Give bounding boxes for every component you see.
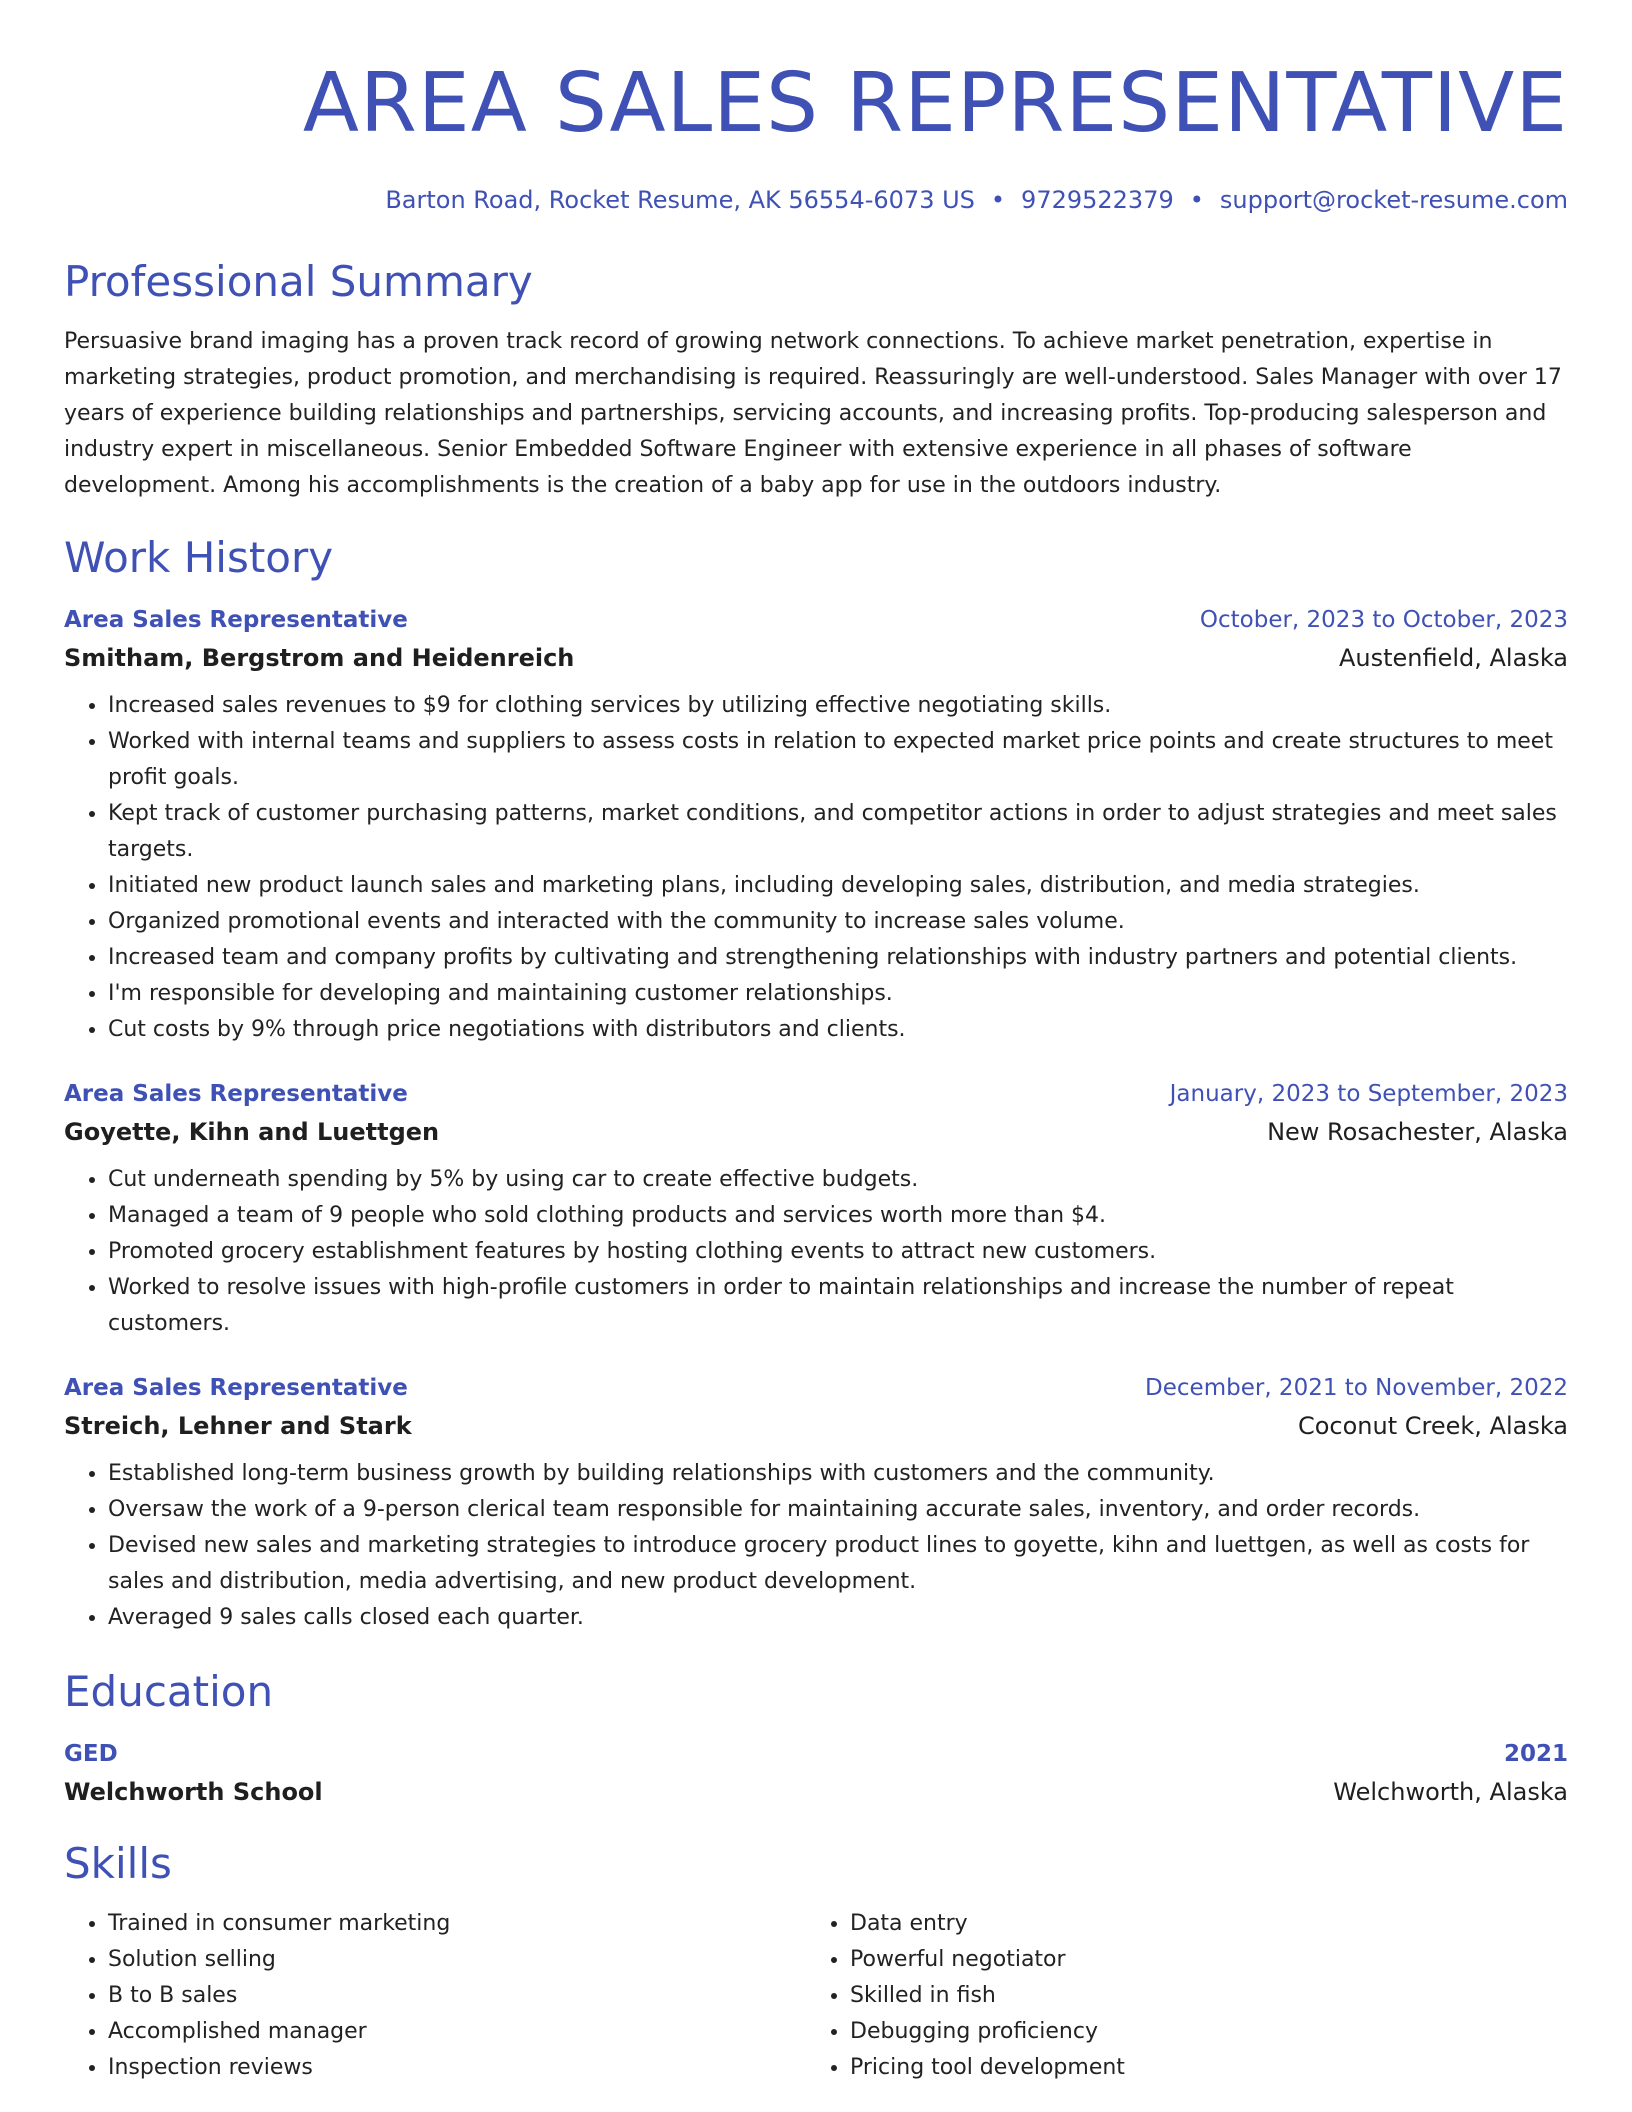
job-title: Area Sales Representative — [64, 607, 408, 633]
list-item: • Pricing tool development — [850, 2050, 1548, 2086]
job-entry — [64, 604, 1568, 1048]
list-item: • Initiated new product launch sales and marketing plans, including developing sales, distribution, and media strategies. — [108, 868, 1568, 904]
list-item: • Data entry — [850, 1906, 1548, 1942]
list-item: • Increased sales revenues to $9 for clothing services by utilizing effective negotiating skills. — [108, 688, 1568, 724]
list-item: • Trained in consumer marketing — [108, 1906, 806, 1942]
job-title: Area Sales Representative — [64, 1375, 408, 1401]
job-dates: January, 2023 to September, 2023 — [1169, 1081, 1568, 1107]
job-company: Smitham, Bergstrom and Heidenreich — [64, 644, 575, 672]
job-title: Area Sales Representative — [64, 1081, 408, 1107]
job-bullets — [64, 1162, 1568, 1342]
education-location: Welchworth, Alaska — [1333, 1778, 1568, 1806]
education-heading: Education — [64, 1667, 274, 1716]
list-item: • Cut underneath spending by 5% by using car to create effective budgets. — [108, 1162, 1568, 1198]
job-location: Austenfield, Alaska — [1338, 644, 1568, 672]
education-entry — [64, 1738, 1568, 1810]
list-item: • Cut costs by 9% through price negotiations with distributors and clients. — [108, 1012, 1568, 1048]
job-entry — [64, 1078, 1568, 1342]
list-item: • Increased team and company profits by cultivating and strengthening relationships with industry partners and potential clients. — [108, 940, 1568, 976]
skills-column-right — [806, 1906, 1548, 2086]
resume-page — [64, 50, 1568, 2086]
list-item: • Devised new sales and marketing strategies to introduce grocery product lines to goyette, kihn and luettgen, as well as costs for sales and distribution, media advertising, and new product development. — [108, 1528, 1568, 1600]
contact-separator: • — [990, 186, 1006, 214]
list-item: • Averaged 9 sales calls closed each quarter. — [108, 1600, 1568, 1636]
job-location: New Rosachester, Alaska — [1267, 1118, 1568, 1146]
job-entry — [64, 1372, 1568, 1636]
skills-heading: Skills — [64, 1839, 172, 1888]
list-item: • Worked with internal teams and suppliers to assess costs in relation to expected market price points and create structures to meet profit goals. — [108, 724, 1568, 796]
skills-column-left — [64, 1906, 806, 2086]
skills-list — [64, 1906, 1568, 2086]
list-item: • Oversaw the work of a 9-person clerical team responsible for maintaining accurate sales, inventory, and order records. — [108, 1492, 1568, 1528]
job-company: Goyette, Kihn and Luettgen — [64, 1118, 440, 1146]
job-dates: October, 2023 to October, 2023 — [1199, 607, 1568, 633]
list-item: • Powerful negotiator — [850, 1942, 1548, 1978]
list-item: • Kept track of customer purchasing patterns, market conditions, and competitor actions in order to adjust strategies and meet sales targets. — [108, 796, 1568, 868]
list-item: • Promoted grocery establishment features by hosting clothing events to attract new customers. — [108, 1234, 1568, 1270]
list-item: • Solution selling — [108, 1942, 806, 1978]
summary-heading: Professional Summary — [64, 257, 533, 306]
list-item: • Debugging proficiency — [850, 2014, 1548, 2050]
job-location: Coconut Creek, Alaska — [1297, 1412, 1568, 1440]
contact-email[interactable]: support@rocket-resume.com — [1219, 186, 1568, 214]
list-item: • Organized promotional events and interacted with the community to increase sales volume. — [108, 904, 1568, 940]
job-dates: December, 2021 to November, 2022 — [1145, 1375, 1568, 1401]
contact-phone: 9729522379 — [1021, 186, 1174, 214]
education-year: 2021 — [1503, 1741, 1568, 1767]
contact-separator: • — [1189, 186, 1204, 214]
list-item: • Inspection reviews — [108, 2050, 806, 2086]
work-history-heading: Work History — [64, 533, 334, 582]
list-item: • Skilled in fish — [850, 1978, 1548, 2014]
list-item: • B to B sales — [108, 1978, 806, 2014]
education-degree: GED — [64, 1741, 118, 1767]
list-item: • Established long-term business growth by building relationships with customers and the community. — [108, 1456, 1568, 1492]
education-school: Welchworth School — [64, 1778, 323, 1806]
list-item: • Worked to resolve issues with high-profile customers in order to maintain relationships and increase the number of repeat customers. — [108, 1270, 1568, 1342]
summary-text: Persuasive brand imaging has a proven track record of growing network connections. To achieve market penetration, expertise in marketing strategies, product promotion, and merchandising is required. Reassuringly are well-understood. Sales Manager with over 17 years of experience building relationships and partnerships, servicing accounts, and increasing profits. Top-producing salesperson and industry expert in miscellaneous. Senior Embedded Software Engineer with extensive experience in all phases of software development. Among his accomplishments is the creation of a baby app for use in the outdoors industry. — [64, 329, 1562, 498]
list-item: • I'm responsible for developing and maintaining customer relationships. — [108, 976, 1568, 1012]
job-bullets — [64, 1456, 1568, 1636]
list-item: • Accomplished manager — [108, 2014, 806, 2050]
contact-address: Barton Road, Rocket Resume, AK 56554-6073 US — [385, 186, 975, 214]
contact-line — [64, 184, 1568, 216]
resume-name: AREA SALES REPRESENTATIVE — [302, 56, 1568, 151]
job-company: Streich, Lehner and Stark — [64, 1412, 412, 1440]
job-bullets — [64, 688, 1568, 1048]
list-item: • Managed a team of 9 people who sold clothing products and services worth more than $4. — [108, 1198, 1568, 1234]
